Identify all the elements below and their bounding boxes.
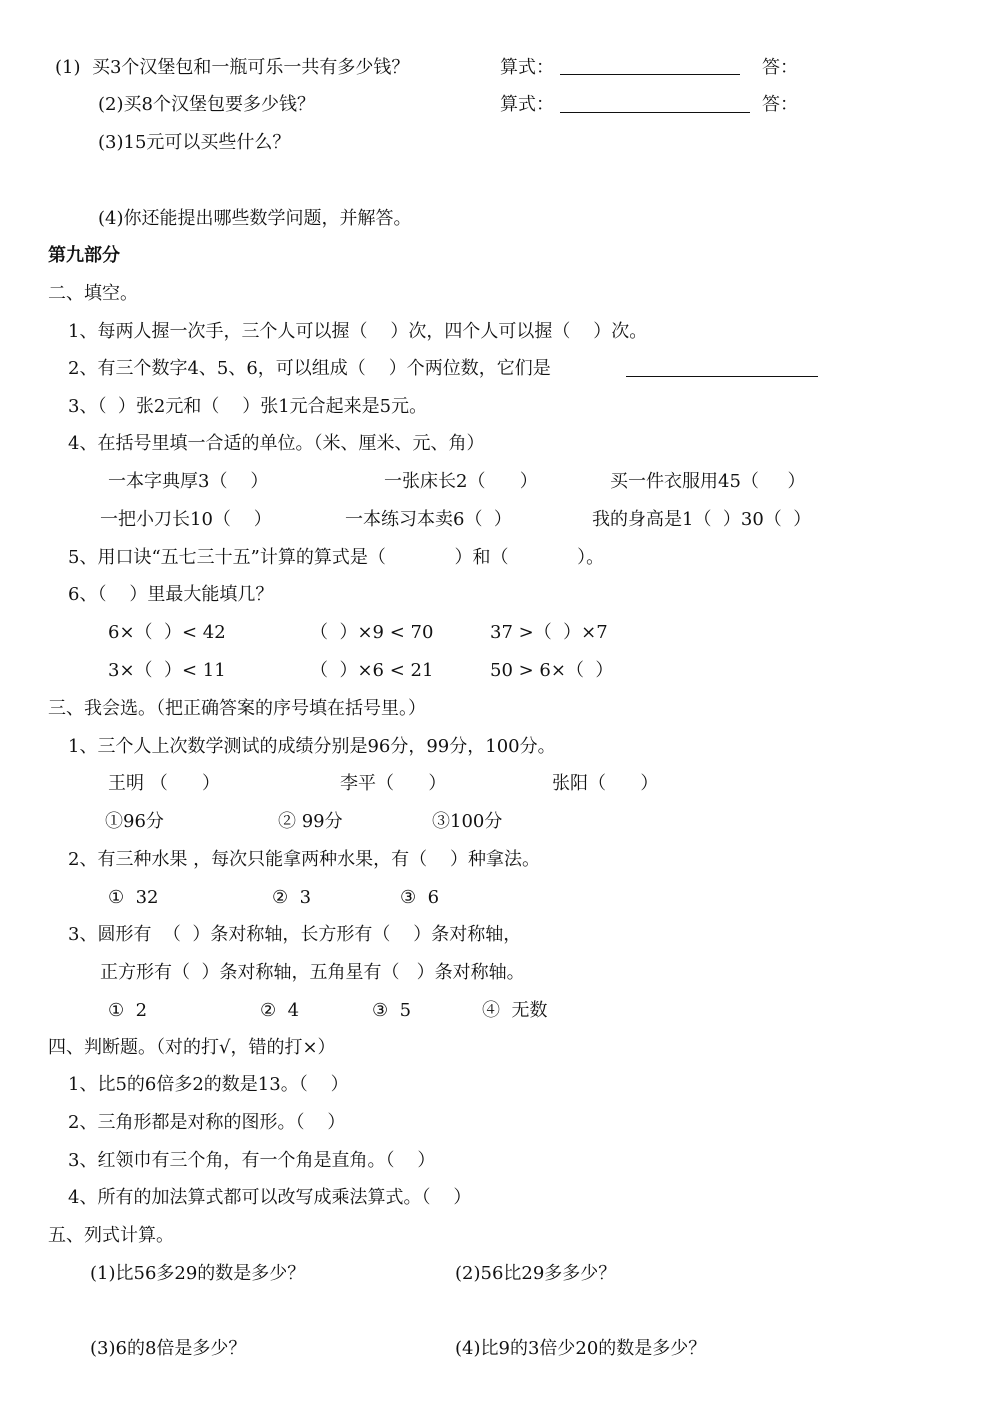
option: ③100分: [432, 811, 503, 832]
judge-item: 4、所有的加法算式都可以改写成乘法算式。（ ）: [68, 1187, 472, 1208]
calc-heading: 五、列式计算。: [48, 1225, 174, 1246]
unit-item: 买一件衣服用45（ ）: [610, 471, 806, 492]
judge-heading: 四、判断题。（对的打√，错的打×）: [48, 1037, 336, 1058]
option: ① 2: [108, 1000, 148, 1021]
option: ③ 6: [400, 887, 440, 908]
choose-q2: 2、有三种水果 ，每次只能拿两种水果，有（ ）种拿法。: [68, 849, 541, 870]
fill-heading: 二、填空。: [48, 283, 138, 304]
calc-item: (4)比9的3倍少20的数是多少？: [455, 1338, 707, 1359]
inequality: 37 >（ ）×7: [490, 622, 608, 643]
option: ② 4: [260, 1000, 300, 1021]
option: ① 32: [108, 887, 159, 908]
section-title: 第九部分: [48, 245, 120, 266]
choose-heading: 三、我会选。（把正确答案的序号填在括号里。）: [48, 698, 426, 719]
choose-q1: 1、三个人上次数学测试的成绩分别是96分，99分，100分。: [68, 736, 556, 757]
answer-label-1: 答：: [762, 57, 798, 78]
fill-q3: 3、（ ）张2元和（ ）张1元合起来是5元。: [68, 396, 428, 417]
fill-q5: 5、用口诀“五七三十五”计算的算式是（ ）和（ ）。: [68, 547, 605, 568]
inequality: （ ）×6 < 21: [310, 660, 434, 681]
fill-q6: 6、（ ）里最大能填几？: [68, 584, 274, 605]
unit-item: 我的身高是1（ ）30（ ）: [592, 509, 812, 530]
question-2: (2)买8个汉堡包要多少钱？: [98, 94, 315, 115]
fill-q1: 1、每两人握一次手，三个人可以握（ ）次，四个人可以握（ ）次。: [68, 321, 648, 342]
unit-item: 一把小刀长10（ ）: [100, 509, 272, 530]
option: ③ 5: [372, 1000, 412, 1021]
option: ④ 无数: [482, 1000, 548, 1021]
answer-label-2: 答：: [762, 94, 798, 115]
question-1: (1) 买3个汉堡包和一瓶可乐一共有多少钱？: [55, 57, 410, 78]
option: ② 3: [272, 887, 312, 908]
student-name: 张阳（ ）: [552, 773, 659, 794]
question-4: (4)你还能提出哪些数学问题，并解答。: [98, 208, 412, 229]
calc-item: (2)56比29多多少？: [455, 1263, 617, 1284]
answer-line-1[interactable]: [560, 74, 740, 75]
formula-label-1: 算式：: [500, 57, 554, 78]
inequality: （ ）×9 < 70: [310, 622, 434, 643]
fill-q2: 2、有三个数字4、5、6，可以组成（ ）个两位数，它们是: [68, 358, 551, 379]
fill-q4: 4、在括号里填一合适的单位。（米、厘米、元、角）: [68, 433, 485, 454]
choose-q3: 3、圆形有 （ ）条对称轴，长方形有（ ）条对称轴，: [68, 924, 522, 945]
judge-item: 2、三角形都是对称的图形。（ ）: [68, 1112, 346, 1133]
option: ①96分: [105, 811, 164, 832]
judge-item: 1、比5的6倍多2的数是13。（ ）: [68, 1074, 349, 1095]
question-3: (3)15元可以买些什么？: [98, 132, 291, 153]
unit-item: 一本练习本卖6（ ）: [345, 509, 512, 530]
formula-label-2: 算式：: [500, 94, 554, 115]
student-name: 李平（ ）: [340, 773, 447, 794]
inequality: 3×（ ）< 11: [108, 660, 226, 681]
inequality: 50 > 6×（ ）: [490, 660, 614, 681]
judge-item: 3、红领巾有三个角，有一个角是直角。（ ）: [68, 1150, 436, 1171]
answer-line-2[interactable]: [560, 112, 750, 113]
calc-item: (3)6的8倍是多少？: [90, 1338, 247, 1359]
inequality: 6×（ ）< 42: [108, 622, 226, 643]
fill-q2-answer-line[interactable]: [626, 376, 818, 377]
unit-item: 一本字典厚3（ ）: [108, 471, 269, 492]
calc-item: (1)比56多29的数是多少？: [90, 1263, 306, 1284]
option: ② 99分: [278, 811, 343, 832]
student-name: 王明 （ ）: [108, 773, 221, 794]
unit-item: 一张床长2（ ）: [384, 471, 538, 492]
choose-q3-cont: 正方形有（ ）条对称轴，五角星有（ ）条对称轴。: [100, 962, 525, 983]
